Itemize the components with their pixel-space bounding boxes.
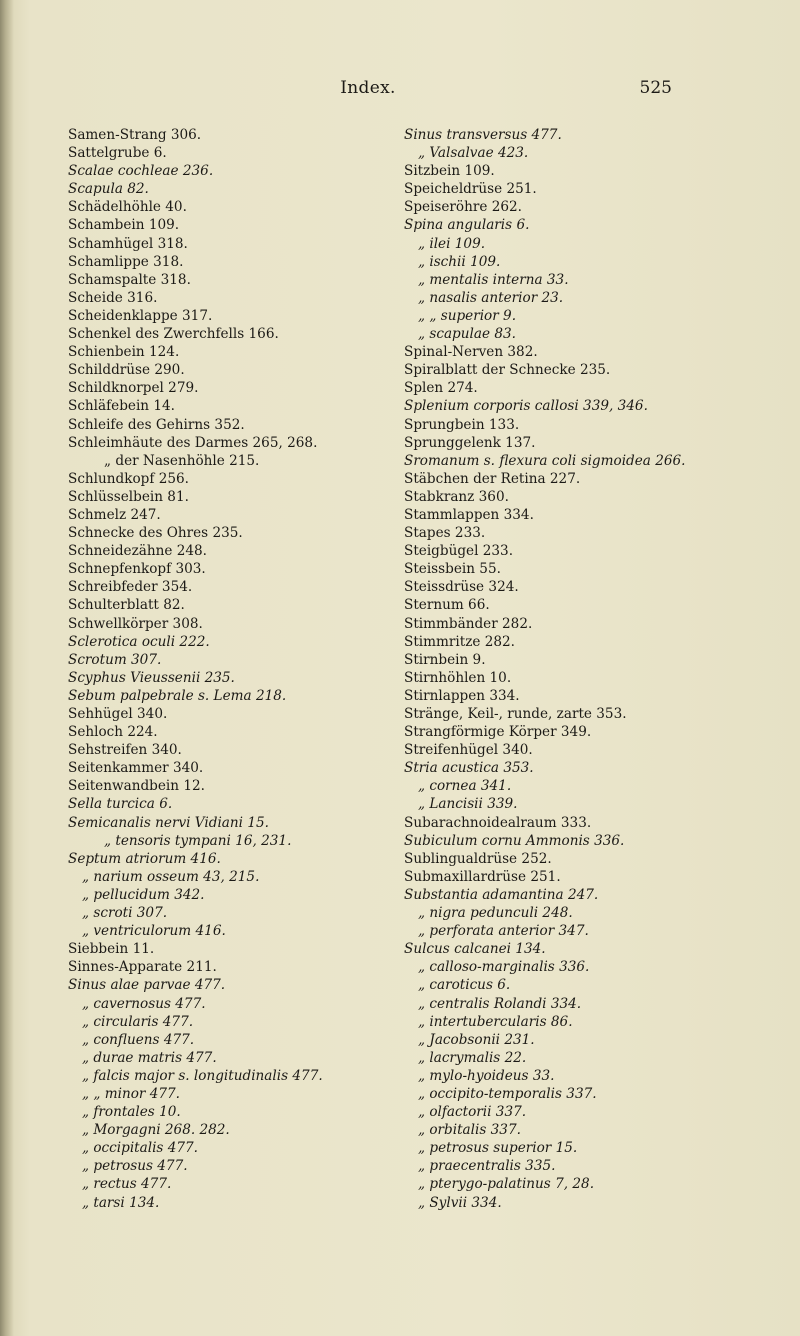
index-entry: Sulcus calcanei 134. (404, 941, 546, 958)
index-entry: Schreibfeder 354. (68, 579, 193, 596)
index-entry: Samen-Strang 306. (68, 127, 202, 143)
index-entry: Schädelhöhle 40. (68, 199, 187, 216)
index-entry: Schläfebein 14. (68, 398, 175, 415)
index-entry: „ „ minor 477. (82, 1085, 180, 1102)
index-entry: Schlüsselbein 81. (68, 488, 189, 505)
index-entry: Substantia adamantina 247. (404, 886, 599, 903)
index-entry: Sattelgrube 6. (68, 145, 167, 162)
index-entry: Schilddrüse 290. (68, 362, 185, 379)
index-entry: „ tarsi 134. (82, 1194, 160, 1211)
index-entry: „ intertubercularis 86. (418, 1013, 573, 1030)
index-entry: Schlundkopf 256. (68, 470, 189, 487)
index-entry: Stäbchen der Retina 227. (404, 470, 581, 487)
index-entry: Scyphus Vieussenii 235. (68, 669, 235, 686)
index-entry: Schwellkörper 308. (68, 615, 203, 632)
index-entry: „ pterygo-palatinus 7, 28. (418, 1176, 595, 1193)
index-entry: „ Morgagni 268. 282. (82, 1122, 230, 1139)
index-entry: Steissdrüse 324. (404, 579, 519, 596)
index-entry: „ cornea 341. (418, 778, 512, 795)
index-entry: „ Sylvii 334. (418, 1194, 502, 1211)
index-entry: Sinus alae parvae 477. (68, 977, 226, 994)
index-entry: „ Valsalvae 423. (418, 145, 529, 162)
index-entry: „ falcis major s. longitudinalis 477. (82, 1067, 323, 1084)
index-entry: Scheide 316. (68, 289, 158, 306)
index-entry: Stirnhöhlen 10. (404, 669, 512, 686)
index-entry: Schneidezähne 248. (68, 543, 207, 560)
index-column-right (404, 126, 704, 1212)
index-entry: Stimmritze 282. (404, 633, 516, 650)
index-entry: Stria acustica 353. (404, 760, 534, 777)
index-entry: Siebbein 11. (68, 941, 155, 958)
index-entry: Sublingualdrüse 252. (404, 850, 552, 867)
index-entry: Sehhügel 340. (68, 706, 168, 722)
index-entry: „ ilei 109. (418, 235, 486, 252)
index-entry: „ tensoris tympani 16, 231. (104, 832, 292, 849)
index-entry: Sitzbein 109. (404, 163, 495, 180)
index-entry: Sromanum s. flexura coli sigmoidea 266. (404, 452, 686, 469)
index-entry: „ der Nasenhöhle 215. (104, 452, 260, 469)
index-entry: Schienbein 124. (68, 344, 180, 361)
index-entry: Splen 274. (404, 380, 478, 397)
index-entry: „ mentalis interna 33. (418, 271, 569, 288)
index-entry: Schambein 109. (68, 217, 180, 234)
index-entry: Stimmbänder 282. (404, 615, 533, 632)
index-entry: „ ventriculorum 416. (82, 923, 226, 940)
index-entry: Scapula 82. (68, 181, 149, 198)
index-entry: Sclerotica oculi 222. (68, 633, 210, 650)
index-entry: „ nasalis anterior 23. (418, 289, 564, 306)
index-entry: Stabkranz 360. (404, 488, 509, 505)
index-entry: Stirnbein 9. (404, 651, 486, 668)
index-entry: Sebum palpebrale s. Lema 218. (68, 687, 287, 704)
index-entry: „ Jacobsonii 231. (418, 1031, 535, 1048)
index-entry: „ „ superior 9. (418, 307, 517, 324)
index-entry: „ ischii 109. (418, 253, 501, 270)
index-entry: Stapes 233. (404, 525, 486, 542)
index-entry: Semicanalis nervi Vidiani 15. (68, 814, 269, 831)
index-entry: „ occipitalis 477. (82, 1140, 198, 1157)
index-entry: Seitenkammer 340. (68, 760, 204, 777)
index-entry: „ Lancisii 339. (418, 796, 518, 813)
index-entry: „ centralis Rolandi 334. (418, 995, 582, 1012)
index-entry: Spiralblatt der Schnecke 235. (404, 362, 611, 379)
index-entry: Schleimhäute des Darmes 265, 268. (68, 434, 318, 451)
index-entry: Sprungbein 133. (404, 416, 520, 433)
index-entry: „ occipito-temporalis 337. (418, 1085, 597, 1102)
index-entry: „ mylo-hyoideus 33. (418, 1067, 555, 1084)
index-entry: Steissbein 55. (404, 561, 501, 578)
index-entry: „ pellucidum 342. (82, 886, 205, 903)
index-entry: Sinnes-Apparate 211. (68, 959, 217, 976)
index-entry: Schamhügel 318. (68, 235, 188, 252)
index-entry: „ scapulae 83. (418, 326, 516, 343)
index-entry: Sehstreifen 340. (68, 742, 182, 759)
index-entry: Streifenhügel 340. (404, 742, 533, 759)
index-entry: Septum atriorum 416. (68, 850, 221, 867)
index-entry: „ circularis 477. (82, 1013, 194, 1030)
index-entry: Stammlappen 334. (404, 506, 534, 523)
index-entry: „ frontales 10. (82, 1104, 181, 1121)
index-entry: Splenium corporis callosi 339, 346. (404, 398, 648, 415)
index-entry: „ caroticus 6. (418, 977, 511, 994)
index-entry: Spinal-Nerven 382. (404, 344, 538, 361)
index-entry: Sprunggelenk 137. (404, 434, 536, 451)
index-entry: Sternum 66. (404, 597, 490, 614)
index-entry: Stirnlappen 334. (404, 687, 520, 704)
index-entry: „ petrosus superior 15. (418, 1140, 578, 1157)
index-entry: „ olfactorii 337. (418, 1104, 527, 1121)
index-entry: Spina angularis 6. (404, 217, 530, 234)
index-entry: „ nigra pedunculi 248. (418, 905, 573, 922)
index-entry: „ perforata anterior 347. (418, 923, 589, 940)
index-entry: Strangförmige Körper 349. (404, 724, 592, 741)
index-entry: Subarachnoidealraum 333. (404, 814, 592, 831)
index-entry: Schamspalte 318. (68, 271, 191, 288)
index-entry: Subiculum cornu Ammonis 336. (404, 832, 625, 849)
index-entry: Steigbügel 233. (404, 543, 514, 560)
index-entry: Schleife des Gehirns 352. (68, 416, 245, 433)
index-entry: Schulterblatt 82. (68, 597, 185, 614)
index-column-left (68, 126, 378, 1212)
index-entry: „ orbitalis 337. (418, 1122, 521, 1139)
binding-gutter (0, 0, 14, 1336)
index-entry: Schamlippe 318. (68, 253, 184, 270)
index-entry: Speicheldrüse 251. (404, 181, 537, 198)
index-entry: „ calloso-marginalis 336. (418, 959, 590, 976)
index-entry: Schnepfenkopf 303. (68, 561, 206, 578)
index-entry: „ cavernosus 477. (82, 995, 206, 1012)
index-entry: Stränge, Keil-, runde, zarte 353. (404, 706, 627, 722)
index-entry: „ rectus 477. (82, 1176, 172, 1193)
index-entry: Schenkel des Zwerchfells 166. (68, 326, 279, 343)
index-entry: „ petrosus 477. (82, 1158, 188, 1175)
index-entry: „ confluens 477. (82, 1031, 195, 1048)
index-entry: Schnecke des Ohres 235. (68, 525, 243, 542)
index-entry: Schildknorpel 279. (68, 380, 199, 397)
index-entry: „ lacrymalis 22. (418, 1049, 527, 1066)
index-entry: Sella turcica 6. (68, 796, 173, 813)
index-entry: „ narium osseum 43, 215. (82, 868, 260, 885)
page-header-title: Index. (340, 78, 396, 98)
index-entry: Submaxillardrüse 251. (404, 868, 561, 885)
index-entry: Seitenwandbein 12. (68, 778, 205, 795)
index-entry: Scrotum 307. (68, 651, 162, 668)
index-entry: „ praecentralis 335. (418, 1158, 556, 1175)
index-entry: Speiseröhre 262. (404, 199, 522, 216)
index-entry: Sinus transversus 477. (404, 127, 562, 143)
page-number: 525 (639, 78, 672, 98)
index-entry: Schmelz 247. (68, 506, 161, 523)
index-entry: „ durae matris 477. (82, 1049, 217, 1066)
index-entry: „ scroti 307. (82, 905, 168, 922)
index-entry: Sehloch 224. (68, 724, 158, 741)
index-entry: Scalae cochleae 236. (68, 163, 214, 180)
index-entry: Scheidenklappe 317. (68, 307, 213, 324)
